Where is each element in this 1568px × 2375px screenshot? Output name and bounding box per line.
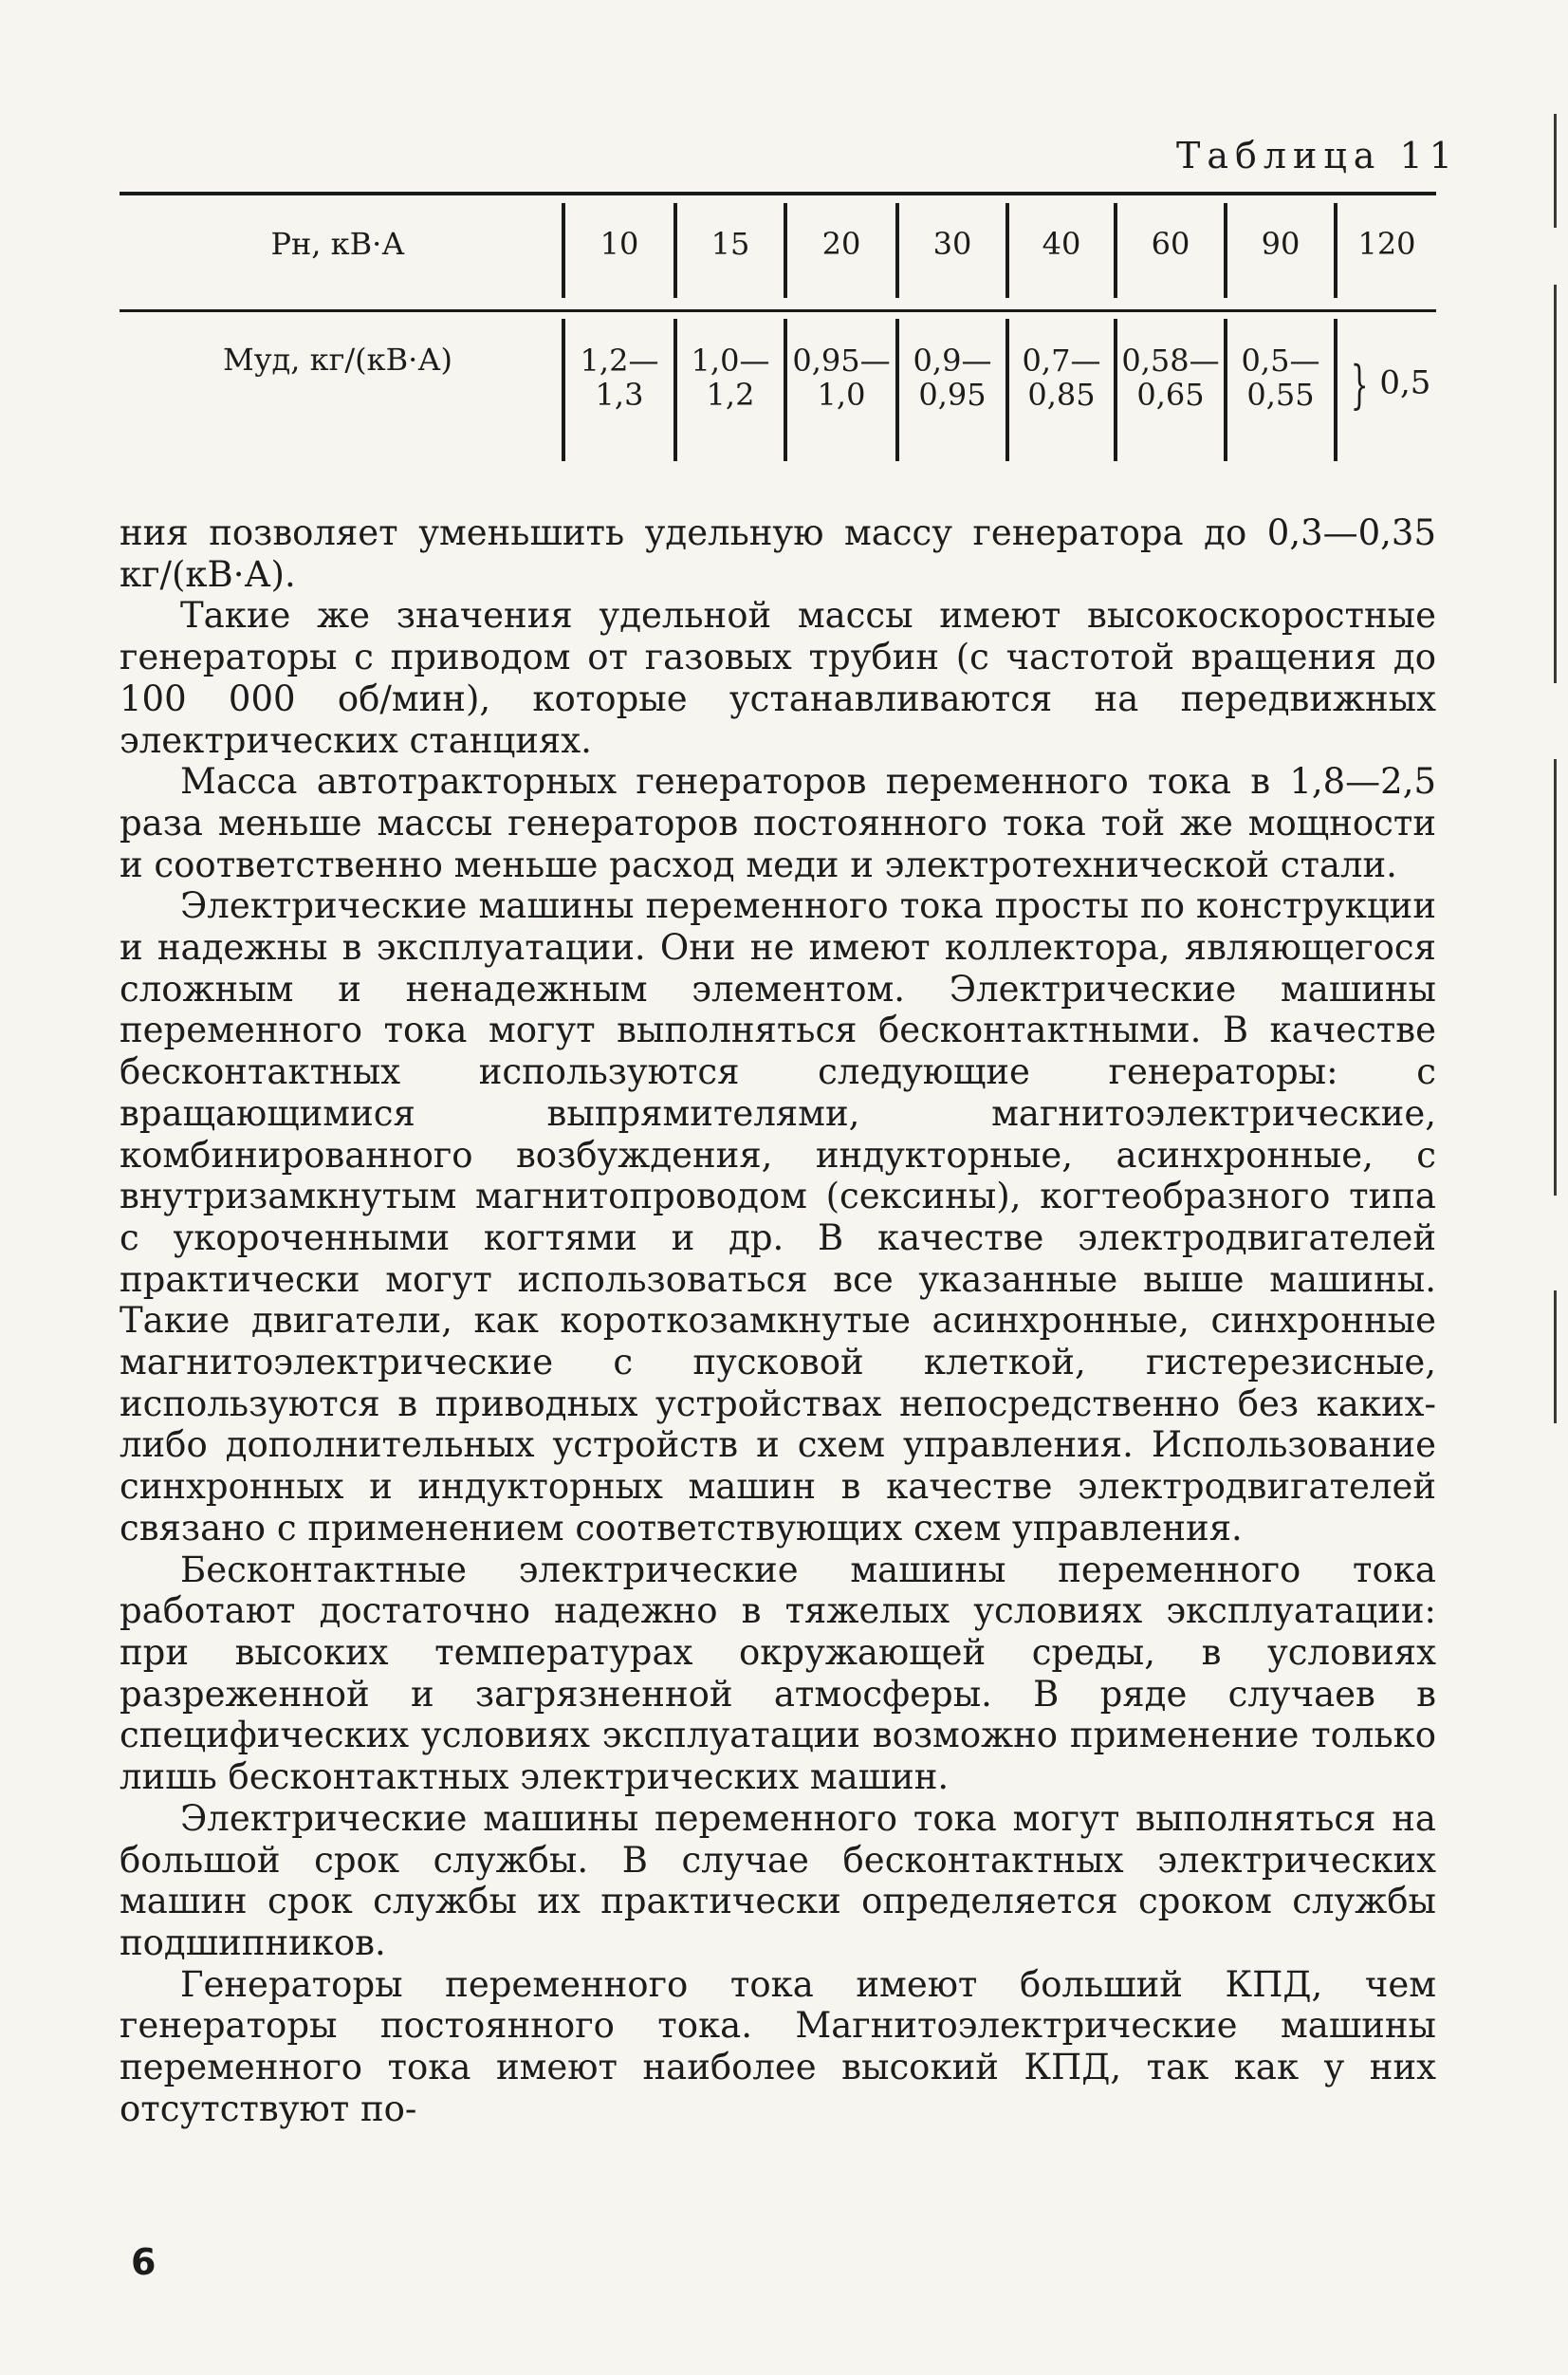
paragraph: Бесконтактные электрические машины переменного тока работают достаточно надежно в тяжелых условиях эксплуатации: при высоких температурах окружающей среды, в условиях разреженной и загрязненной атмосферы. В ряде случаев в специфических условиях эксплуатации возможно применение только лишь бесконтактных электрических машин. [120, 1549, 1436, 1798]
paragraph: Электрические машины переменного тока просты по конструкции и надежны в эксплуатации. Они не имеют коллектора, являющегося сложным и ненадежным элементом. Электрические машины переменного тока могут выполняться бесконтактными. В качестве бесконтактных используются следующие генераторы: с вращающимися выпрямителями, магнитоэлектрические, комбинированного возбуждения, индукторные, асинхронные, с внутризамкнутым магнитопроводом (сексины), когтеобразного типа с укороченными когтями и др. В качестве электродвигателей практически могут использоваться все указанные выше машины. Такие двигатели, как короткозамкнутые асинхронные, синхронные магнитоэлектрические с пусковой клеткой, гистерезисные, используются в приводных устройствах непосредственно без каких-либо дополнительных устройств и схем управления. Использование синхронных и индукторных машин в качестве электродвигателей связано с применением соответствующих схем управления. [120, 885, 1436, 1549]
mass-value: 0,5 [1379, 363, 1431, 402]
scan-edge-line [1554, 285, 1557, 683]
mass-range-from: 0,95— [792, 343, 891, 379]
power-cell: 10 [600, 226, 639, 262]
mass-range-from: 0,7— [1022, 343, 1101, 379]
power-cell: 30 [932, 226, 972, 262]
power-cell: 120 [1357, 226, 1416, 262]
mass-range-to: 0,65 [1136, 377, 1205, 413]
mass-cell-merged [1343, 355, 1430, 415]
mass-range-from: 1,2— [580, 343, 659, 379]
table-caption: Таблица 11 [1176, 135, 1459, 176]
mass-cell [787, 343, 895, 412]
scan-edge-line [1554, 114, 1557, 228]
page-number: 6 [131, 2241, 157, 2283]
mass-range-from: 0,5— [1241, 343, 1320, 379]
mass-cell [677, 343, 784, 412]
column-divider [1334, 319, 1337, 461]
mass-range-from: 1,0— [691, 343, 770, 379]
mass-range-to: 0,85 [1027, 377, 1096, 413]
mass-range-from: 0,58— [1121, 343, 1220, 379]
mass-range-to: 1,2 [706, 377, 755, 413]
paragraph: Такие же значения удельной массы имеют высокоскоростные генераторы с приводом от газовых трубин (с частотой вращения до 100 000 об/мин), которые устанавливаются на передвижных электрических станциях. [120, 595, 1436, 761]
header-power-label: Pн, кВ·А [270, 226, 405, 262]
mass-cell [565, 343, 673, 412]
power-cell: 15 [710, 226, 750, 262]
paragraph: Электрические машины переменного тока могут выполняться на большой срок службы. В случае бесконтактных электрических машин срок службы их практически определяется сроком службы подшипников. [120, 1797, 1436, 1963]
paragraph: ния позволяет уменьшить удельную массу генератора до 0,3—0,35 кг/(кВ·А). [120, 512, 1436, 595]
mass-range-to: 0,95 [918, 377, 987, 413]
scan-edge-line [1554, 759, 1557, 1196]
brace-icon: } [1350, 355, 1369, 415]
mass-cell [1009, 343, 1114, 412]
mass-range-from: 0,9— [913, 343, 992, 379]
paragraph: Генераторы переменного тока имеют больший КПД, чем генераторы постоянного тока. Магнитоэлектрические машины переменного тока имеют наиболее высокий КПД, так как у них отсутствуют по- [120, 1963, 1436, 2129]
table-top-rule [120, 192, 1436, 195]
row-mass-label: Mуд, кг/(кВ·А) [222, 342, 453, 378]
power-cell: 60 [1151, 226, 1190, 262]
mass-cell [899, 343, 1005, 412]
body-text [120, 512, 1436, 2129]
mass-range-to: 0,55 [1246, 377, 1315, 413]
mass-range-to: 1,3 [595, 377, 644, 413]
power-cell: 90 [1261, 226, 1301, 262]
mass-cell [1117, 343, 1224, 412]
specific-mass-table [120, 192, 1436, 467]
mass-cell [1227, 343, 1334, 412]
paragraph: Масса автотракторных генераторов переменного тока в 1,8—2,5 раза меньше массы генераторов постоянного тока той же мощности и соответственно меньше расход меди и электротехнической стали. [120, 761, 1436, 885]
scan-edge-line [1554, 1290, 1557, 1423]
table-header-rule [120, 309, 1436, 312]
power-cell: 40 [1042, 226, 1081, 262]
mass-range-to: 1,0 [817, 377, 866, 413]
power-cell: 20 [821, 226, 861, 262]
